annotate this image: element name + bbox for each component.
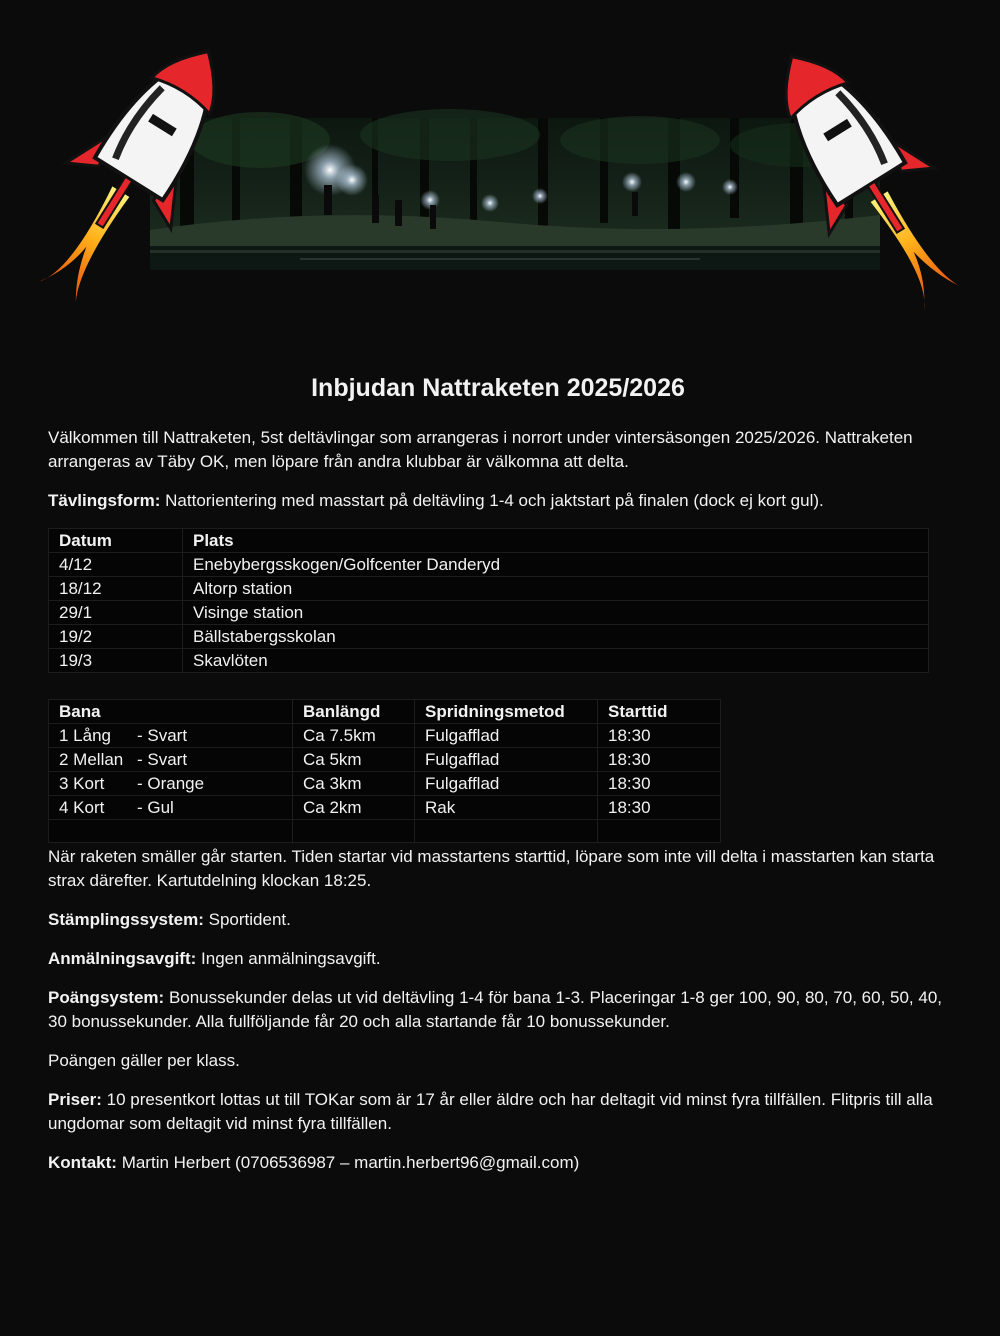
- course-start: 18:30: [598, 772, 721, 796]
- schedule-header-date: Datum: [49, 529, 183, 553]
- course-start: 18:30: [598, 796, 721, 820]
- empty-cell: [598, 820, 721, 843]
- poang-paragraph: [48, 986, 948, 1034]
- start-info-paragraph: När raketen smäller går starten. Tiden startar vid masstartens starttid, löpare som inte vill delta i masstarten kan starta strax därefter. Kartutdelning klockan 18:25.: [48, 847, 935, 890]
- course-length: Ca 3km: [293, 772, 415, 796]
- course-method: Fulgafflad: [415, 724, 598, 748]
- empty-cell: [415, 820, 598, 843]
- course-color: - Svart: [137, 750, 188, 769]
- poang-klass-paragraph: Poängen gäller per klass.: [48, 1051, 240, 1070]
- course-name: 1 Lång: [59, 726, 111, 745]
- schedule-date: 19/3: [49, 649, 183, 673]
- empty-cell: [293, 820, 415, 843]
- course-color: - Gul: [137, 798, 174, 817]
- night-forest-photo: [150, 109, 880, 270]
- course-name-cell: [49, 772, 293, 796]
- poang-label: Poängsystem:: [48, 988, 165, 1007]
- stampling-paragraph: [48, 908, 948, 932]
- course-start: 18:30: [598, 748, 721, 772]
- schedule-date: 18/12: [49, 577, 183, 601]
- courses-header-bana: Bana: [49, 700, 293, 724]
- poang-text: Bonussekunder delas ut vid deltävling 1-4 för bana 1-3. Placeringar 1-8 ger 100, 90, 80, 70, 60, 50, 40, 30 bonussekunder. Alla fullföljande får 20 och alla startande får 10 bonussekunder.: [48, 988, 942, 1031]
- course-start: 18:30: [598, 724, 721, 748]
- table-row: [49, 796, 721, 820]
- course-length: Ca 5km: [293, 748, 415, 772]
- schedule-date: 29/1: [49, 601, 183, 625]
- courses-table: [48, 699, 721, 843]
- course-name: 4 Kort: [59, 798, 105, 817]
- course-color: - Svart: [137, 726, 188, 745]
- course-color: - Orange: [137, 774, 205, 793]
- course-method: Fulgafflad: [415, 772, 598, 796]
- banner-graphic: [0, 0, 1000, 320]
- header-banner: [0, 0, 1000, 320]
- table-row: [49, 577, 929, 601]
- table-row: [49, 772, 721, 796]
- stampling-label: Stämplingssystem:: [48, 910, 204, 929]
- kontakt-label: Kontakt:: [48, 1153, 117, 1172]
- schedule-place: Visinge station: [183, 601, 929, 625]
- priser-label: Priser:: [48, 1090, 102, 1109]
- schedule-place: Altorp station: [183, 577, 929, 601]
- table-row: [49, 553, 929, 577]
- schedule-date: 4/12: [49, 553, 183, 577]
- course-name: 2 Mellan: [59, 750, 124, 769]
- avgift-paragraph: [48, 947, 948, 971]
- invitation-content: [48, 368, 948, 1190]
- table-row: [49, 601, 929, 625]
- course-method: Fulgafflad: [415, 748, 598, 772]
- page-title: Inbjudan Nattraketen 2025/2026: [311, 374, 685, 402]
- course-method: Rak: [415, 796, 598, 820]
- empty-cell: [49, 820, 293, 843]
- stampling-text: Sportident.: [208, 910, 291, 929]
- avgift-label: Anmälningsavgift:: [48, 949, 197, 968]
- avgift-text: Ingen anmälningsavgift.: [201, 949, 381, 968]
- table-row: [49, 649, 929, 673]
- schedule-place: Bällstabergsskolan: [183, 625, 929, 649]
- schedule-place: Skavlöten: [183, 649, 929, 673]
- schedule-header-row: [49, 529, 929, 553]
- kontakt-paragraph: [48, 1151, 948, 1175]
- course-length: Ca 2km: [293, 796, 415, 820]
- table-row: [49, 625, 929, 649]
- table-row: [49, 748, 721, 772]
- course-name-cell: [49, 796, 293, 820]
- schedule-date: 19/2: [49, 625, 183, 649]
- priser-paragraph: [48, 1088, 948, 1136]
- courses-header-start: Starttid: [598, 700, 721, 724]
- tavlingsform-label: Tävlingsform:: [48, 491, 161, 510]
- table-row-empty: [49, 820, 721, 843]
- priser-text: 10 presentkort lottas ut till TOKar som är 17 år eller äldre och har deltagit vid minst fyra tillfällen. Flitpris till alla ungdomar som deltagit vid minst fyra tillfällen.: [48, 1090, 933, 1133]
- table-row: [49, 724, 721, 748]
- course-name: 3 Kort: [59, 774, 105, 793]
- intro-paragraph: Välkommen till Nattraketen, 5st deltävlingar som arrangeras i norrort under vintersäsongen 2025/2026. Nattraketen arrangeras av Täby OK, men löpare från andra klubbar är välkomna att delta.: [48, 428, 913, 471]
- schedule-header-place: Plats: [183, 529, 929, 553]
- courses-header-method: Spridningsmetod: [415, 700, 598, 724]
- course-name-cell: [49, 724, 293, 748]
- kontakt-text: Martin Herbert (0706536987 – martin.herbert96@gmail.com): [121, 1153, 580, 1172]
- schedule-place: Enebybergsskogen/Golfcenter Danderyd: [183, 553, 929, 577]
- courses-header-row: [49, 700, 721, 724]
- tavlingsform-text: Nattorientering med masstart på deltävling 1-4 och jaktstart på finalen (dock ej kort gul).: [165, 491, 824, 510]
- course-length: Ca 7.5km: [293, 724, 415, 748]
- tavlingsform-paragraph: [48, 489, 948, 513]
- courses-header-length: Banlängd: [293, 700, 415, 724]
- schedule-table: [48, 528, 929, 673]
- course-name-cell: [49, 748, 293, 772]
